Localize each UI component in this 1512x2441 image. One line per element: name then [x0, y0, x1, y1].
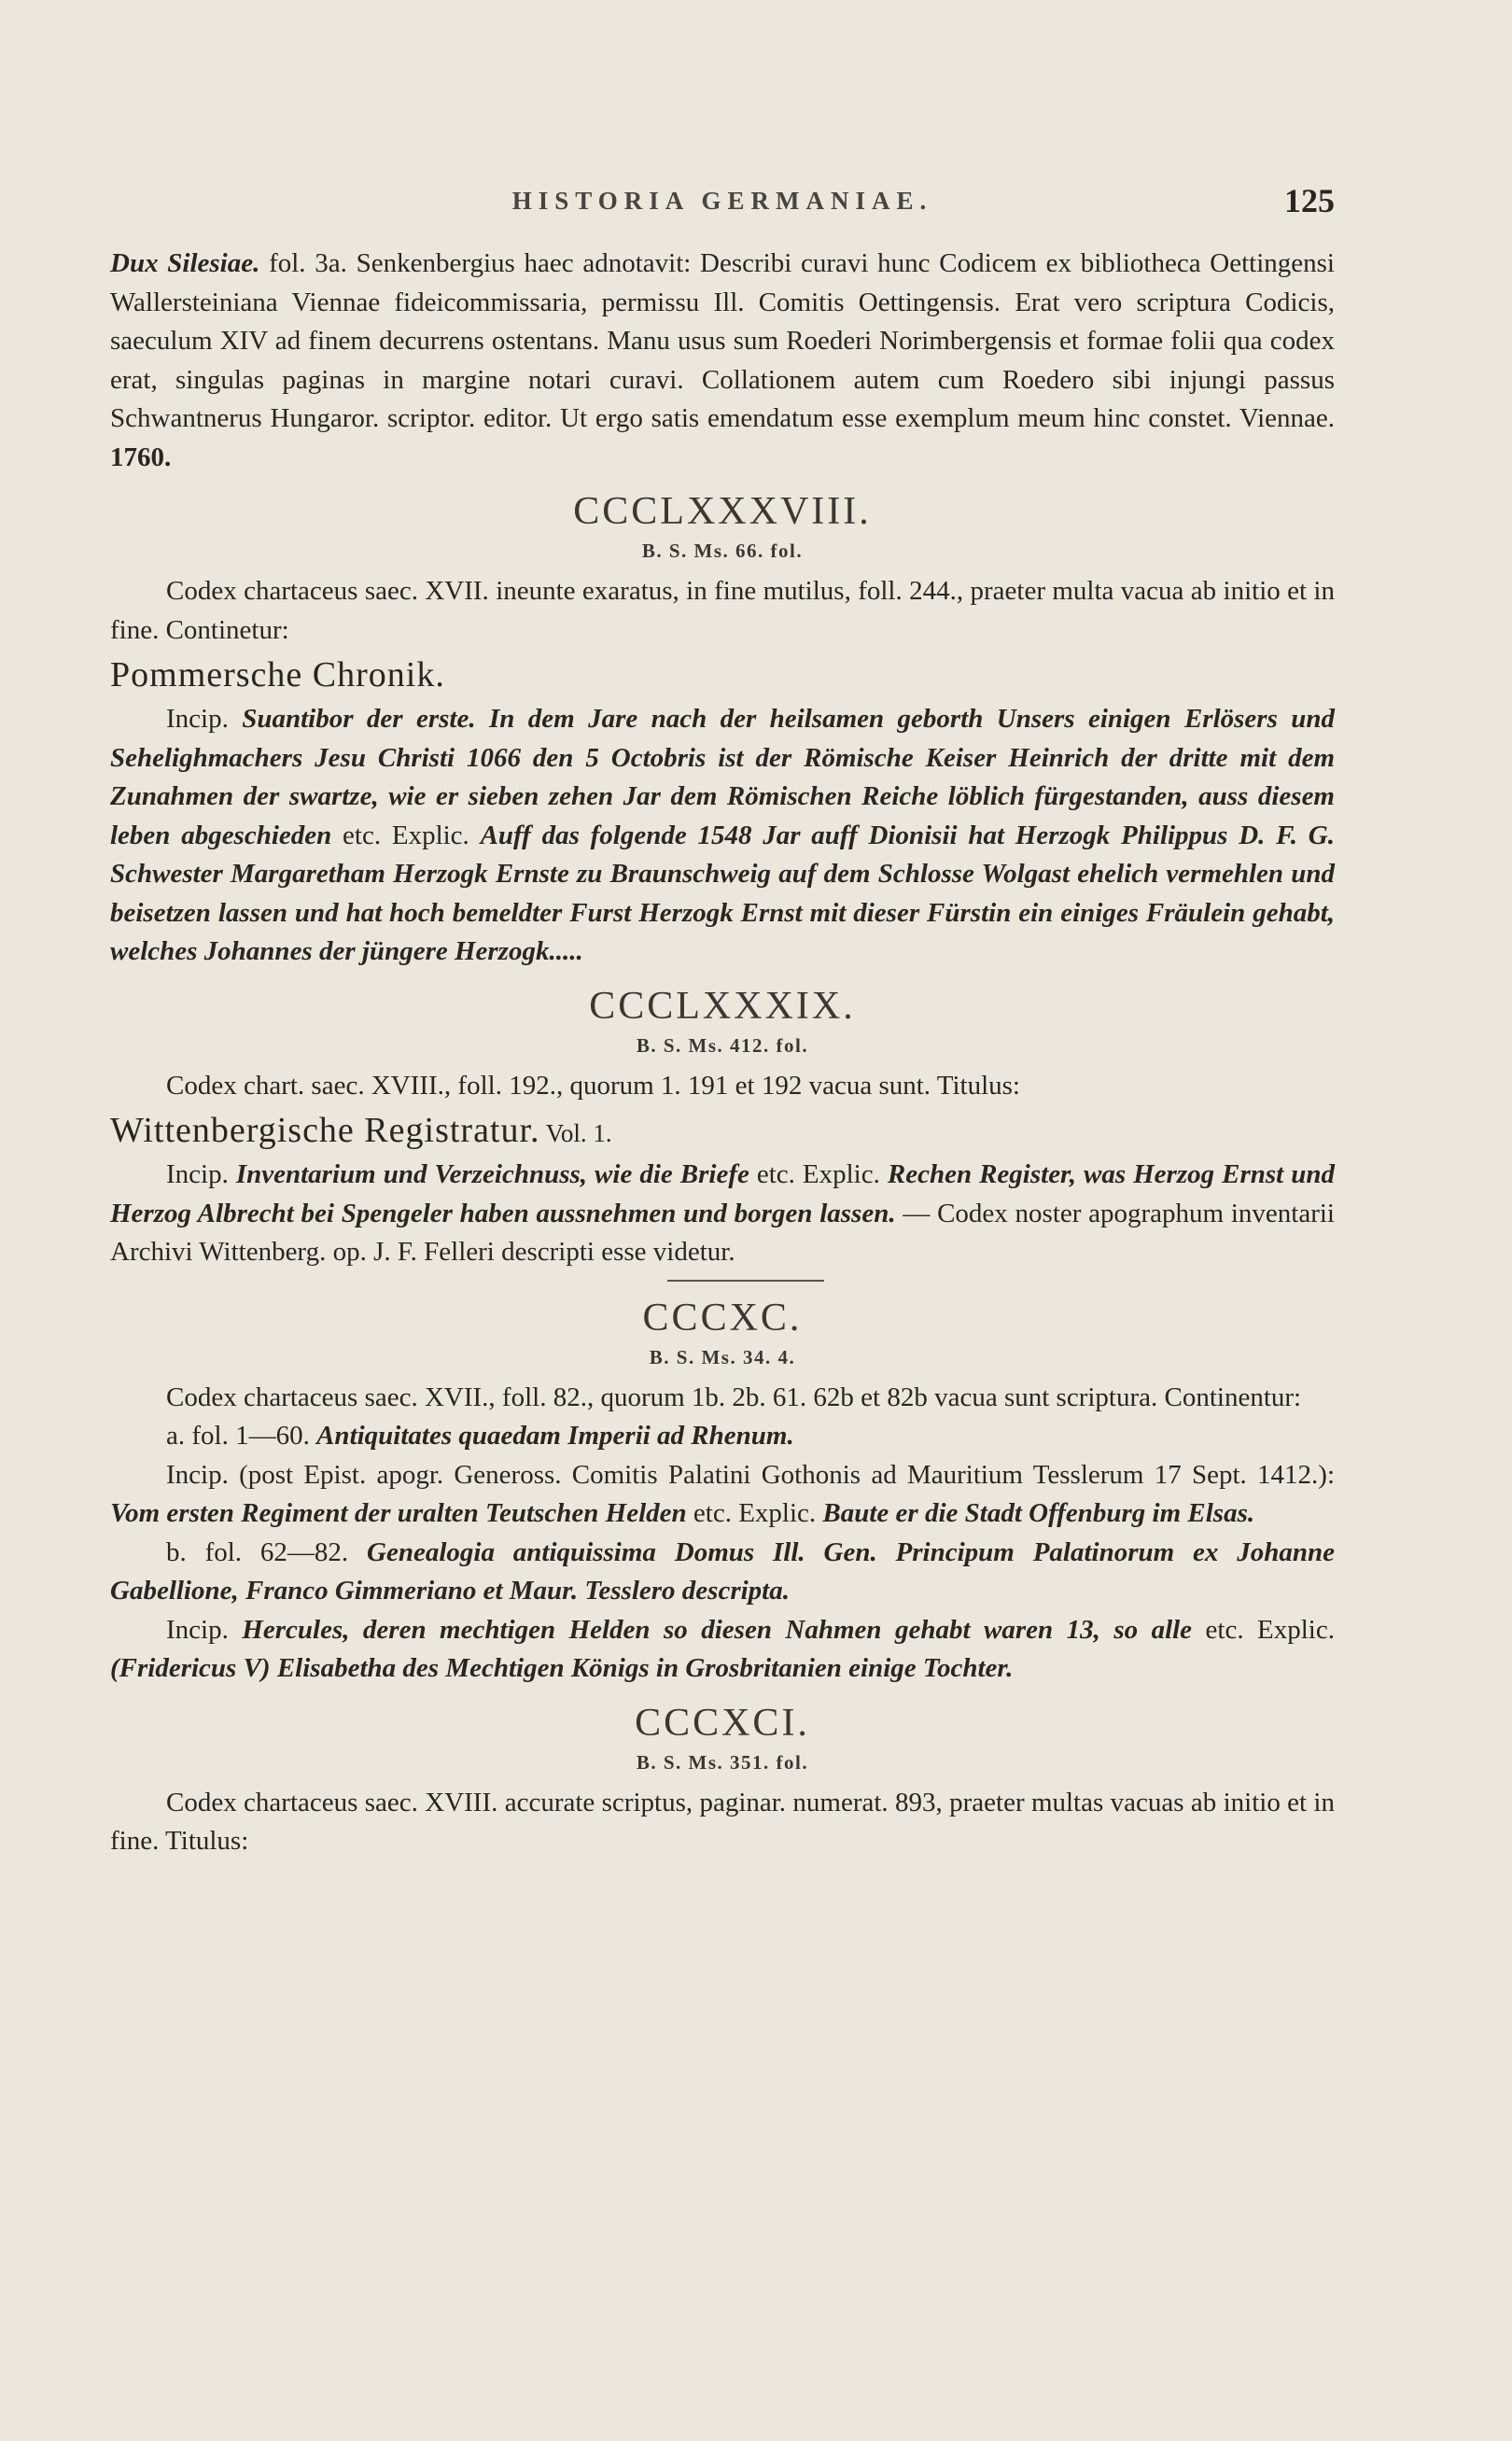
explicit-a-text: Baute er die Stadt Offenburg im Elsas.	[822, 1498, 1255, 1528]
incipit-a-390	[110, 1456, 1335, 1534]
entry-number-388: CCCLXXXVIII.	[573, 490, 872, 533]
explicit-text: Auff das folgende 1548 Jar auff Dionisii hat Herzogk Philippus D. F. G. Schwester Margaretham Herzogk Ernste zu Braunschweig auf dem Schlosse Wolgast ehelich vermehlen und beisetzen lassen und hat hoch bemeldter Furst Herzogk Ernst mit dieser Fürstin ein einiges Fräulein gehabt, welches Johannes der jüngere Herzogk.....	[110, 820, 1335, 966]
incipit-388	[110, 700, 1335, 972]
shelfmark-388: B. S. Ms. 66. fol.	[641, 540, 804, 562]
item-b-390	[110, 1534, 1335, 1611]
description-389: Codex chart. saec. XVIII., foll. 192., quorum 1. 191 et 192 vacua sunt. Titulus:	[166, 1070, 1020, 1101]
incipit-text: Inventarium und Verzeichnuss, wie die Briefe	[235, 1159, 749, 1189]
incip-b-label: Incip.	[166, 1614, 243, 1645]
title-389: Wittenbergische Registratur.	[110, 1111, 540, 1150]
intro-paragraph	[110, 245, 1335, 477]
shelfmark-391: B. S. Ms. 351. fol.	[636, 1750, 809, 1774]
intro-subject: Dux Silesiae.	[110, 248, 260, 278]
explicit-text: Rechen Register, was Herzog Ernst und Herzog Albrecht bei Spengeler haben aussnehmen und borgen lassen.	[110, 1159, 1335, 1228]
entry-number-391: CCCXCI.	[635, 1701, 810, 1745]
title-388: Pommersche Chronik.	[110, 655, 445, 694]
incipit-a-text: Vom ersten Regiment der uralten Teutschen Helden	[110, 1498, 687, 1528]
note-389: — Codex noster apographum inventarii Archivi Wittenberg. op. J. F. Felleri descripti esse videtur.	[110, 1198, 1335, 1267]
section-divider	[667, 1280, 824, 1282]
explicit-b-text: (Fridericus V) Elisabetha des Mechtigen Königs in Grosbritanien einige Tochter.	[110, 1653, 1014, 1683]
page-number: 125	[1284, 182, 1335, 219]
description-388: Codex chartaceus saec. XVII. ineunte exaratus, in fine mutilus, foll. 244., praeter multa vacua ab initio et in fine. Continetur:	[110, 576, 1335, 645]
item-a-label: a. fol. 1—60.	[166, 1421, 317, 1451]
item-b-title: Genealogia antiquissima Domus Ill. Gen. Principum Palatinorum ex Johanne Gabellione, Franco Gimmeriano et Maur. Tesslero descripta.	[110, 1536, 1336, 1606]
incipit-389	[110, 1156, 1335, 1272]
item-a-title: Antiquitates quaedam Imperii ad Rhenum.	[316, 1421, 794, 1451]
explic-label: etc. Explic.	[749, 1159, 888, 1189]
incipit-b-text: Hercules, deren mechtigen Helden so diesen Nahmen gehabt waren 13, so alle	[242, 1614, 1193, 1645]
shelfmark-389: B. S. Ms. 412. fol.	[636, 1033, 809, 1057]
entry-number-389: CCCLXXXIX.	[589, 984, 856, 1028]
incip-label: Incip.	[166, 704, 243, 734]
title-389-line	[110, 1105, 1335, 1156]
incip-a-label: Incip. (post Epist. apogr. Geneross. Comitis Palatini Gothonis ad Mauritium Tesslerum 17 Sept. 1412.):	[166, 1459, 1335, 1490]
item-a-390	[110, 1417, 1335, 1456]
explic-b-label: etc. Explic.	[1192, 1614, 1335, 1645]
page-header	[110, 182, 1335, 233]
page-body	[110, 245, 1335, 1861]
volume-389: Vol. 1.	[539, 1119, 612, 1147]
shelfmark-390: B. S. Ms. 34. 4.	[649, 1345, 796, 1368]
incip-label: Incip.	[166, 1159, 236, 1189]
incipit-text: Suantibor der erste. In dem Jare nach der heilsamen geborth Unsers einigen Erlösers und Sehelighmachers Jesu Christi 1066 den 5 Octobris ist der Römische Keiser Heinrich der dritte mit dem Zunahmen der swartze, wie er sieben zehen Jar dem Römischen Reiche löblich fürgestanden, auss diesem leben abgeschieden	[110, 704, 1336, 850]
incipit-b-390	[110, 1611, 1335, 1689]
intro-year: 1760.	[110, 442, 172, 472]
description-391: Codex chartaceus saec. XVIII. accurate scriptus, paginar. numerat. 893, praeter multas vacuas ab initio et in fine. Titulus:	[110, 1787, 1335, 1856]
explic-label: etc. Explic.	[331, 820, 481, 850]
running-title: HISTORIA GERMANIAE.	[511, 187, 933, 215]
item-b-label: b. fol. 62—82.	[166, 1536, 368, 1567]
explic-a-label: etc. Explic.	[686, 1498, 823, 1528]
intro-text: fol. 3a. Senkenbergius haec adnotavit: Describi curavi hunc Codicem ex bibliotheca Oettingensi Wallersteiniana Viennae fideicommissaria, permissu Ill. Comitis Oettingensis. Erat vero scriptura Codicis, saeculum XIV ad finem decurrens ostentans. Manu usus sum Roederi Norimbergensis et formae folii qua codex erat, singulas paginas in margine notari curavi. Collationem autem cum Roedero sibi injungi passus Schwantnerus Hungaror. scriptor. editor. Ut ergo satis emendatum esse exemplum meum hinc constet. Viennae.	[110, 248, 1335, 433]
description-390: Codex chartaceus saec. XVII., foll. 82., quorum 1b. 2b. 61. 62b et 82b vacua sunt scriptura. Continentur:	[166, 1382, 1302, 1412]
entry-number-390: CCCXC.	[642, 1296, 803, 1340]
